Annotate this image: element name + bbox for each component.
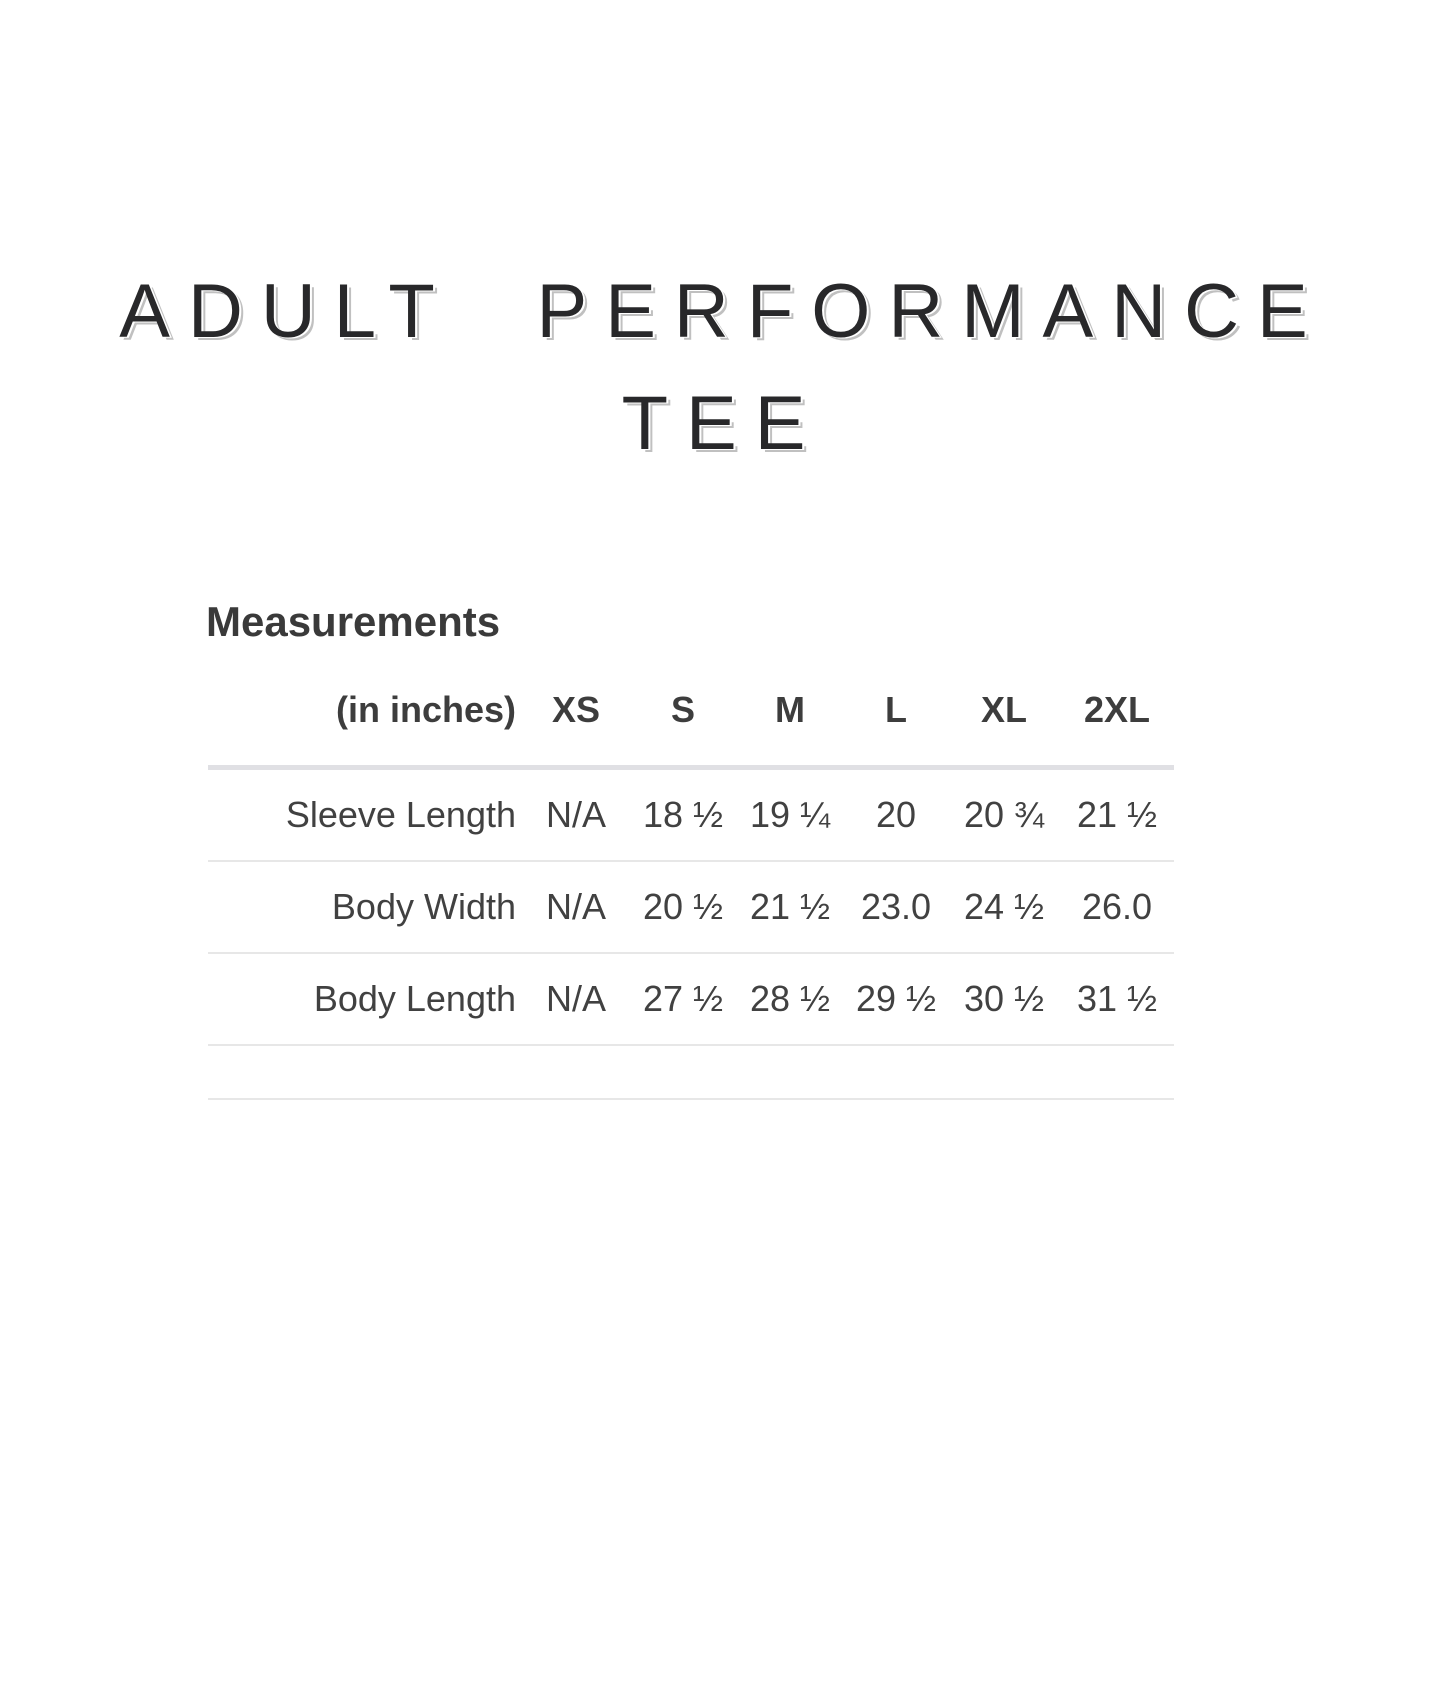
measurement-value: 29 ½ <box>844 953 948 1045</box>
measurement-value: 23.0 <box>844 861 948 953</box>
measurement-value: N/A <box>522 861 630 953</box>
measurement-value: 27 ½ <box>630 953 736 1045</box>
measurement-value: 21 ½ <box>1060 768 1174 862</box>
measurement-value: 30 ½ <box>948 953 1060 1045</box>
table-row-body-length <box>208 953 1174 1045</box>
column-header-xl: XL <box>948 661 1060 768</box>
row-label: Body Length <box>208 953 522 1045</box>
size-chart-page <box>0 256 1445 1701</box>
measurement-value: N/A <box>522 953 630 1045</box>
measurement-value: 20 ¾ <box>948 768 1060 862</box>
column-header-s: S <box>630 661 736 768</box>
column-header-2xl: 2XL <box>1060 661 1174 768</box>
unit-label: (in inches) <box>208 661 522 768</box>
product-title <box>0 256 1445 480</box>
measurement-value: 24 ½ <box>948 861 1060 953</box>
measurement-value: 18 ½ <box>630 768 736 862</box>
measurement-value: 20 <box>844 768 948 862</box>
measurement-value: 28 ½ <box>736 953 844 1045</box>
table-empty-row <box>208 1045 1174 1099</box>
table-header-row <box>208 661 1174 768</box>
row-label: Body Width <box>208 861 522 953</box>
measurement-value: 20 ½ <box>630 861 736 953</box>
measurement-value: 31 ½ <box>1060 953 1174 1045</box>
column-header-m: M <box>736 661 844 768</box>
product-title-line-1: ADULT PERFORMANCE <box>119 269 1326 354</box>
measurement-value: 26.0 <box>1060 861 1174 953</box>
column-header-xs: XS <box>522 661 630 768</box>
table-row-body-width <box>208 861 1174 953</box>
empty-cell <box>208 1045 1174 1099</box>
product-title-line-2: TEE <box>621 381 824 466</box>
measurement-value: N/A <box>522 768 630 862</box>
measurements-section <box>0 597 1445 1100</box>
measurement-value: 19 ¼ <box>736 768 844 862</box>
measurements-heading: Measurements <box>206 598 501 645</box>
measurement-value: 21 ½ <box>736 861 844 953</box>
row-label: Sleeve Length <box>208 768 522 862</box>
table-row-sleeve-length <box>208 768 1174 862</box>
column-header-l: L <box>844 661 948 768</box>
measurements-table <box>208 661 1174 1100</box>
